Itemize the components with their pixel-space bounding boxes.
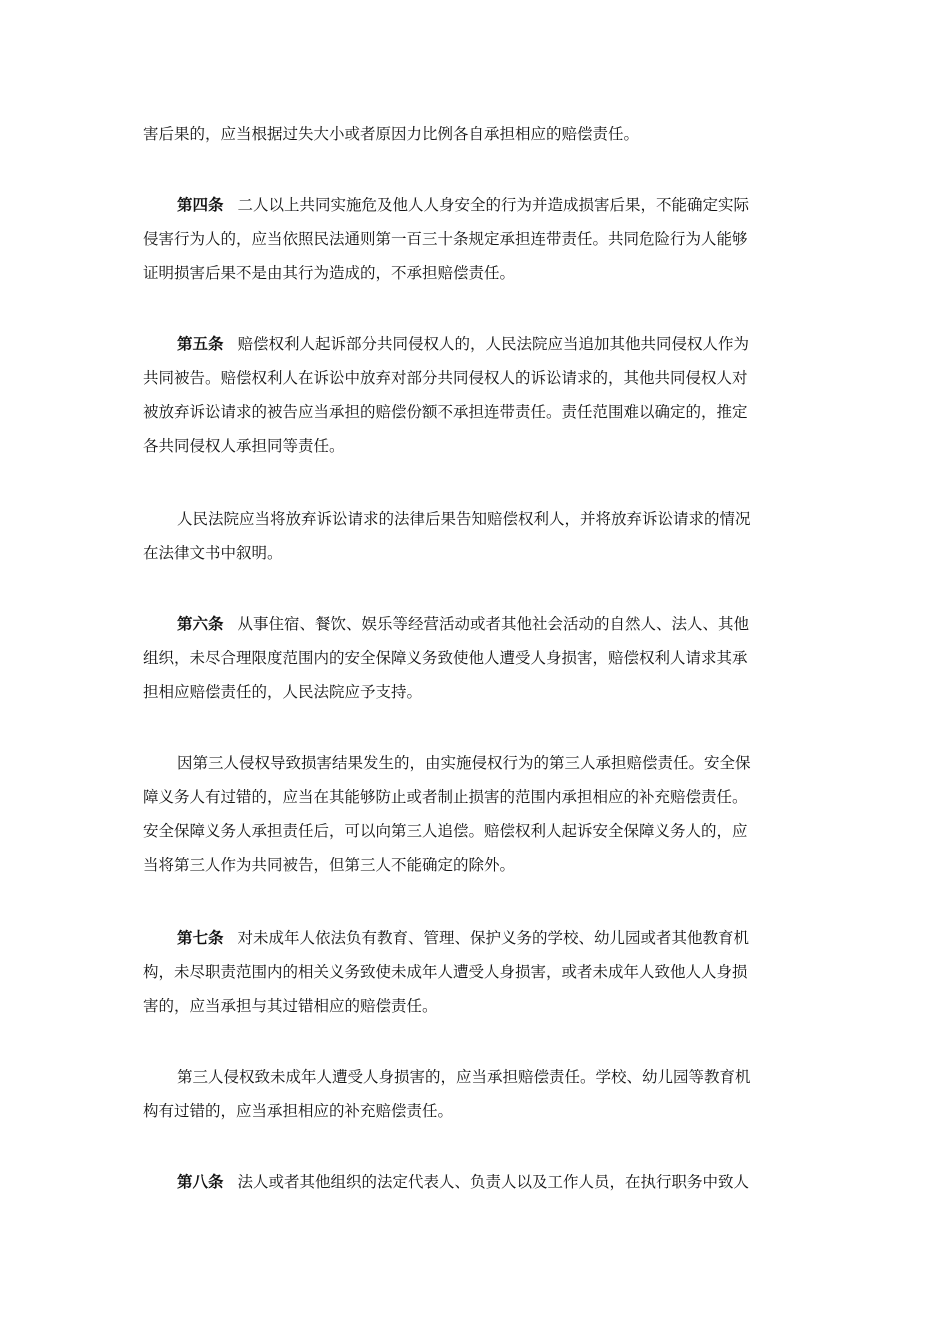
- text-line: 第八条 法人或者其他组织的法定代表人、负责人以及工作人员，在执行职务中致人: [177, 1172, 750, 1191]
- paragraph-article-8: [143, 1165, 800, 1199]
- text-line: 安全保障义务人承担责任后，可以向第三人追偿。赔偿权利人起诉安全保障义务人的，应: [143, 822, 748, 840]
- article-heading: 第七条: [177, 928, 224, 947]
- text-line: 害后果的，应当根据过失大小或者原因力比例各自承担相应的赔偿责任。: [143, 125, 640, 143]
- text-line: 组织，未尽合理限度范围内的安全保障义务致使他人遭受人身损害，赔偿权利人请求其承: [143, 649, 748, 667]
- article-heading: 第四条: [177, 195, 224, 214]
- paragraph-article-4: [143, 188, 800, 290]
- text-line: 当将第三人作为共同被告，但第三人不能确定的除外。: [143, 856, 516, 874]
- text-line: 第三人侵权致未成年人遭受人身损害的，应当承担赔偿责任。学校、幼儿园等教育机: [177, 1068, 751, 1086]
- text-line: 因第三人侵权导致损害结果发生的，由实施侵权行为的第三人承担赔偿责任。安全保: [177, 754, 751, 772]
- paragraph-article-6: [143, 607, 800, 709]
- text-line: 证明损害后果不是由其行为造成的，不承担赔偿责任。: [143, 264, 516, 282]
- article-heading: 第五条: [177, 334, 224, 353]
- paragraph-article-5-sub: [143, 502, 800, 570]
- text-line: 第七条 对未成年人依法负有教育、管理、保护义务的学校、幼儿园或者其他教育机: [177, 928, 750, 947]
- text-line: 共同被告。赔偿权利人在诉讼中放弃对部分共同侵权人的诉讼请求的，其他共同侵权人对: [143, 369, 748, 387]
- text-line: 害的，应当承担与其过错相应的赔偿责任。: [143, 997, 438, 1015]
- text-line: 障义务人有过错的，应当在其能够防止或者制止损害的范围内承担相应的补充赔偿责任。: [143, 788, 748, 806]
- text-line: 担相应赔偿责任的，人民法院应予支持。: [143, 683, 423, 701]
- text-line: 各共同侵权人承担同等责任。: [143, 437, 345, 455]
- article-heading: 第八条: [177, 1172, 224, 1191]
- paragraph-article-7: [143, 921, 800, 1023]
- text-line: 第六条 从事住宿、餐饮、娱乐等经营活动或者其他社会活动的自然人、法人、其他: [177, 614, 750, 633]
- text-line: 构有过错的，应当承担相应的补充赔偿责任。: [143, 1102, 454, 1120]
- text-line: 第五条 赔偿权利人起诉部分共同侵权人的，人民法院应当追加其他共同侵权人作为: [177, 334, 750, 353]
- text-line: 被放弃诉讼请求的被告应当承担的赔偿份额不承担连带责任。责任范围难以确定的，推定: [143, 403, 748, 421]
- paragraph-article-5: [143, 327, 800, 463]
- paragraph-article-6-sub: [143, 746, 800, 882]
- text-line: 在法律文书中叙明。: [143, 544, 283, 562]
- text-line: 第四条 二人以上共同实施危及他人人身安全的行为并造成损害后果，不能确定实际: [177, 195, 750, 214]
- text-line: 人民法院应当将放弃诉讼请求的法律后果告知赔偿权利人，并将放弃诉讼请求的情况: [177, 510, 751, 528]
- paragraph-article-7-sub: [143, 1060, 800, 1128]
- text-line: 侵害行为人的，应当依照民法通则第一百三十条规定承担连带责任。共同危险行为人能够: [143, 230, 748, 248]
- paragraph-continuation: [143, 117, 800, 151]
- text-line: 构，未尽职责范围内的相关义务致使未成年人遭受人身损害，或者未成年人致他人人身损: [143, 963, 748, 981]
- article-heading: 第六条: [177, 614, 224, 633]
